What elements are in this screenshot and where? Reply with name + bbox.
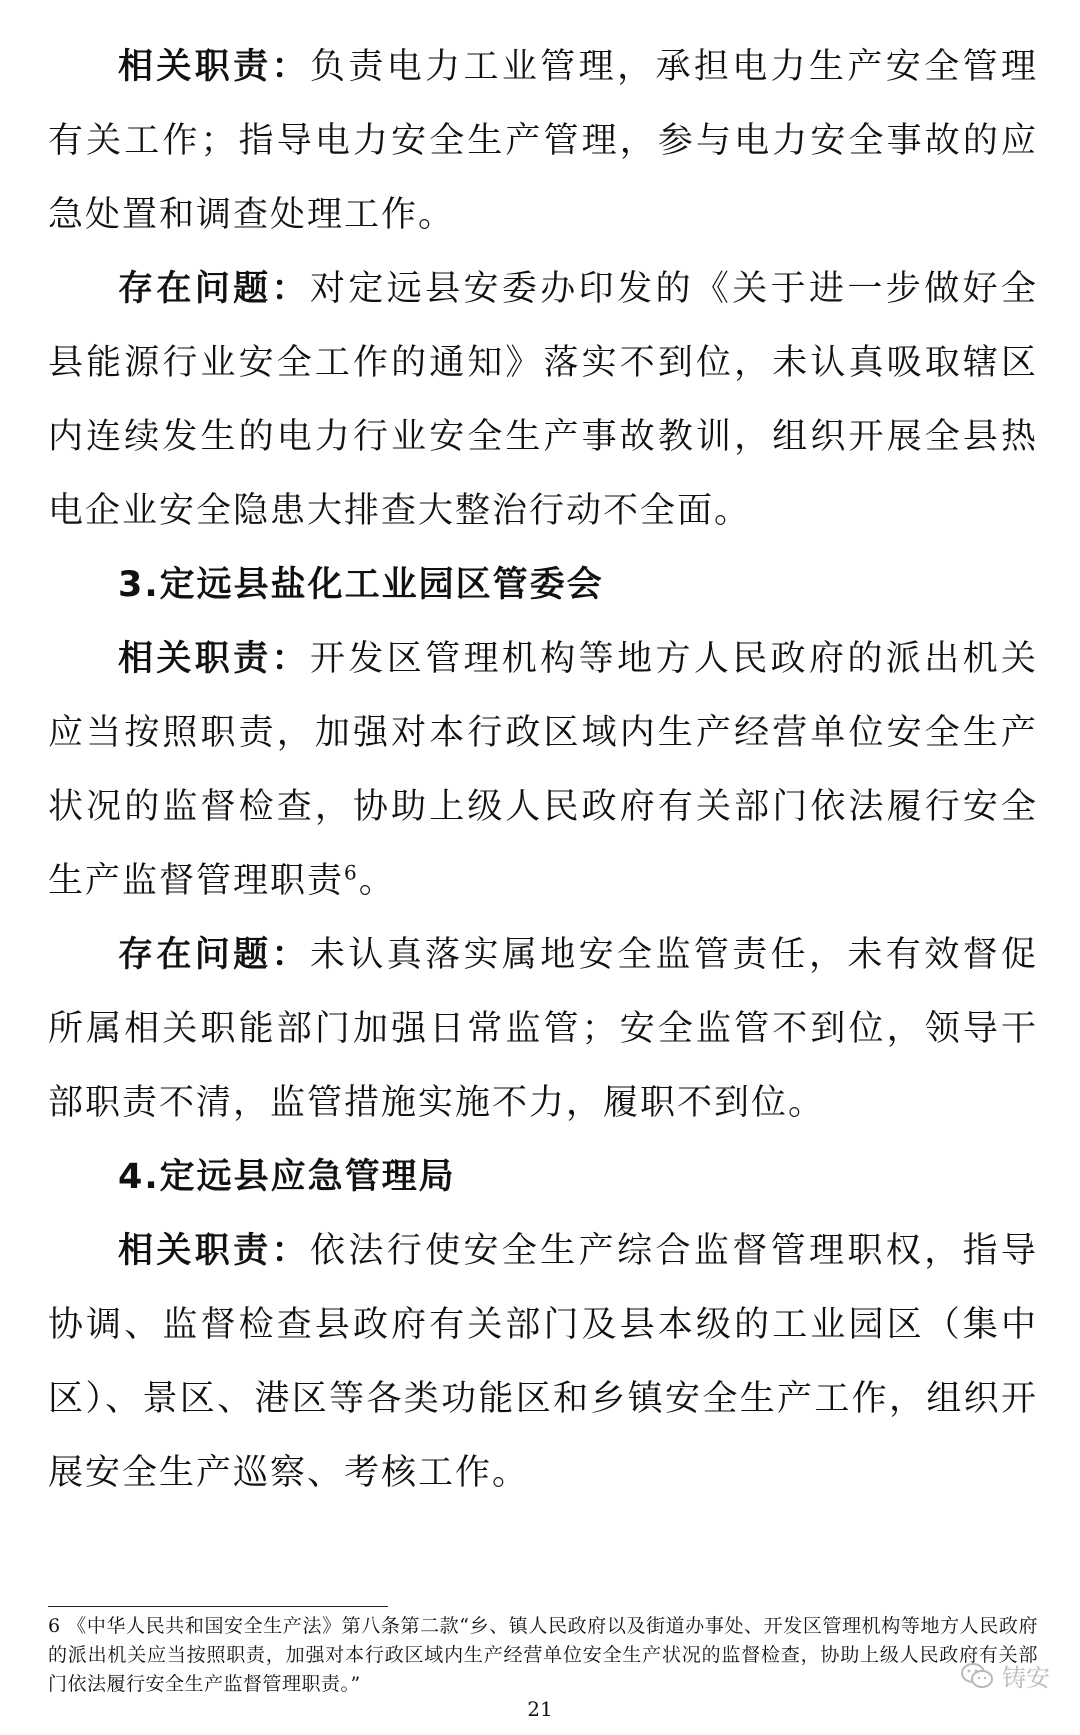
page-number: 21: [527, 1697, 553, 1721]
paragraph-problem-park: [48, 918, 1038, 1140]
footnote: 6 《中华人民共和国安全生产法》第八条第二款“乡、镇人民政府以及街道办事处、开发区管理机构等地方人民政府的派出机关应当按照职责，加强对本行政区域内生产经营单位安全生产状况的监督检查，协助上级人民政府有关部门依法履行安全生产监督管理职责。”: [48, 1615, 1038, 1695]
watermark-label: 铸安: [1002, 1664, 1050, 1692]
problem-label: 存在问题：: [118, 269, 310, 309]
problem-text: 未认真落实属地安全监管责任，未有效督促所属相关职能部门加强日常监管；安全监管不到位，领导干部职责不清，监管措施实施不力，履职不到位。: [48, 935, 1038, 1123]
problem-text: 对定远县安委办印发的《关于进一步做好全县能源行业安全工作的通知》落实不到位，未认真吸取辖区内连续发生的电力行业安全生产事故教训，组织开展全县热电企业安全隐患大排查大整治行动不全面。: [48, 269, 1038, 531]
paragraph-duty-electric: [48, 30, 1038, 252]
footnote-reference[interactable]: 6: [344, 860, 359, 885]
duty-label: 相关职责：: [118, 639, 310, 679]
paragraph-problem-electric: [48, 252, 1038, 548]
footnote-divider: [48, 1606, 388, 1607]
duty-text: 负责电力工业管理，承担电力生产安全管理有关工作；指导电力安全生产管理，参与电力安全事故的应急处置和调查处理工作。: [48, 47, 1038, 235]
duty-label: 相关职责：: [118, 1231, 310, 1271]
paragraph-duty-emergency: [48, 1214, 1038, 1510]
document-body: [48, 30, 1038, 1510]
duty-text-end: 。: [358, 861, 396, 901]
duty-label: 相关职责：: [118, 47, 310, 87]
section-heading-3: 3.定远县盐化工业园区管委会: [118, 565, 604, 605]
wechat-icon: [960, 1662, 994, 1690]
duty-text: 依法行使安全生产综合监督管理职权，指导协调、监督检查县政府有关部门及县本级的工业园区（集中区）、景区、港区等各类功能区和乡镇安全生产工作，组织开展安全生产巡察、考核工作。: [48, 1231, 1038, 1493]
section-heading-4: 4.定远县应急管理局: [118, 1157, 456, 1197]
paragraph-duty-park: [48, 622, 1038, 918]
duty-text: 开发区管理机构等地方人民政府的派出机关应当按照职责，加强对本行政区域内生产经营单位安全生产状况的监督检查，协助上级人民政府有关部门依法履行安全生产监督管理职责: [48, 639, 1038, 901]
problem-label: 存在问题：: [118, 935, 310, 975]
watermark: [960, 1658, 1050, 1693]
